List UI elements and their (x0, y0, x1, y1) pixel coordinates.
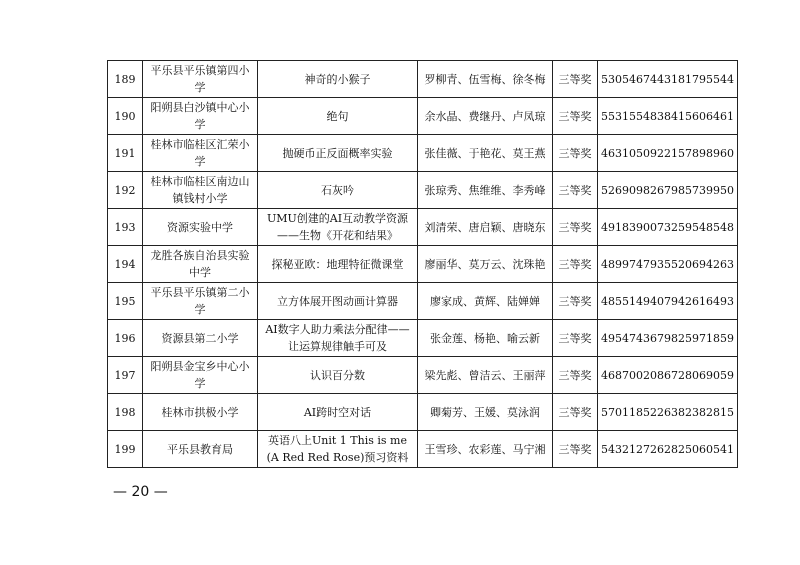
prize-level-cell: 三等奖 (553, 320, 598, 357)
award-list-table (107, 60, 738, 468)
table-row (108, 431, 738, 468)
school-name-cell: 平乐县平乐镇第二小学 (143, 283, 258, 320)
certificate-code-cell: 5269098267985739950 (598, 172, 738, 209)
certificate-code-cell: 5531554838415606461 (598, 98, 738, 135)
school-name-cell: 资源县第二小学 (143, 320, 258, 357)
authors-cell: 余水晶、费继丹、卢凤琼 (418, 98, 553, 135)
row-number-cell: 195 (108, 283, 143, 320)
row-number-cell: 189 (108, 61, 143, 98)
authors-cell: 梁先彪、曾洁云、王丽萍 (418, 357, 553, 394)
prize-level-cell: 三等奖 (553, 357, 598, 394)
prize-level-cell: 三等奖 (553, 172, 598, 209)
certificate-code-cell: 4954743679825971859 (598, 320, 738, 357)
table-row (108, 320, 738, 357)
row-number-cell: 191 (108, 135, 143, 172)
award-list-body (108, 61, 738, 468)
certificate-code-cell: 4918390073259548548 (598, 209, 738, 246)
certificate-code-cell: 4631050922157898960 (598, 135, 738, 172)
authors-cell: 罗柳青、伍雪梅、徐冬梅 (418, 61, 553, 98)
table-row (108, 283, 738, 320)
prize-level-cell: 三等奖 (553, 246, 598, 283)
school-name-cell: 桂林市临桂区汇荣小学 (143, 135, 258, 172)
table-row (108, 135, 738, 172)
row-number-cell: 192 (108, 172, 143, 209)
work-title-cell: 立方体展开图动画计算器 (258, 283, 418, 320)
work-title-cell: 绝句 (258, 98, 418, 135)
row-number-cell: 194 (108, 246, 143, 283)
prize-level-cell: 三等奖 (553, 394, 598, 431)
work-title-cell: UMU创建的AI互动教学资源——生物《开花和结果》 (258, 209, 418, 246)
table-row (108, 357, 738, 394)
table-row (108, 61, 738, 98)
prize-level-cell: 三等奖 (553, 209, 598, 246)
certificate-code-cell: 4687002086728069059 (598, 357, 738, 394)
row-number-cell: 196 (108, 320, 143, 357)
table-row (108, 209, 738, 246)
school-name-cell: 阳朔县白沙镇中心小学 (143, 98, 258, 135)
authors-cell: 卿菊芳、王媛、莫泳润 (418, 394, 553, 431)
row-number-cell: 193 (108, 209, 143, 246)
table-row (108, 246, 738, 283)
certificate-code-cell: 4899747935520694263 (598, 246, 738, 283)
prize-level-cell: 三等奖 (553, 283, 598, 320)
authors-cell: 王雪珍、农彩莲、马宁湘 (418, 431, 553, 468)
work-title-cell: 抛硬币正反面概率实验 (258, 135, 418, 172)
page-number: — 20 — (113, 484, 168, 500)
school-name-cell: 桂林市临桂区南边山镇钱村小学 (143, 172, 258, 209)
table-row (108, 98, 738, 135)
table-row (108, 394, 738, 431)
work-title-cell: 神奇的小猴子 (258, 61, 418, 98)
work-title-cell: 石灰吟 (258, 172, 418, 209)
prize-level-cell: 三等奖 (553, 135, 598, 172)
work-title-cell: AI数字人助力乘法分配律——让运算规律触手可及 (258, 320, 418, 357)
authors-cell: 张佳薇、于艳花、莫王燕 (418, 135, 553, 172)
work-title-cell: 探秘亚欧：地理特征微课堂 (258, 246, 418, 283)
authors-cell: 张金莲、杨艳、喻云新 (418, 320, 553, 357)
row-number-cell: 199 (108, 431, 143, 468)
certificate-code-cell: 5305467443181795544 (598, 61, 738, 98)
certificate-code-cell: 5432127262825060541 (598, 431, 738, 468)
authors-cell: 张琼秀、焦维维、李秀峰 (418, 172, 553, 209)
school-name-cell: 龙胜各族自治县实验中学 (143, 246, 258, 283)
certificate-code-cell: 4855149407942616493 (598, 283, 738, 320)
school-name-cell: 资源实验中学 (143, 209, 258, 246)
certificate-code-cell: 5701185226382382815 (598, 394, 738, 431)
row-number-cell: 190 (108, 98, 143, 135)
prize-level-cell: 三等奖 (553, 61, 598, 98)
work-title-cell: 认识百分数 (258, 357, 418, 394)
authors-cell: 廖丽华、莫万云、沈珠艳 (418, 246, 553, 283)
authors-cell: 廖家成、黄辉、陆婵婵 (418, 283, 553, 320)
work-title-cell: AI跨时空对话 (258, 394, 418, 431)
school-name-cell: 阳朔县金宝乡中心小学 (143, 357, 258, 394)
table-row (108, 172, 738, 209)
prize-level-cell: 三等奖 (553, 431, 598, 468)
work-title-cell: 英语八上Unit 1 This is me (A Red Red Rose)预习资料 (258, 431, 418, 468)
school-name-cell: 平乐县教育局 (143, 431, 258, 468)
row-number-cell: 197 (108, 357, 143, 394)
prize-level-cell: 三等奖 (553, 98, 598, 135)
school-name-cell: 平乐县平乐镇第四小学 (143, 61, 258, 98)
authors-cell: 刘清荣、唐启颖、唐晓东 (418, 209, 553, 246)
school-name-cell: 桂林市拱极小学 (143, 394, 258, 431)
row-number-cell: 198 (108, 394, 143, 431)
